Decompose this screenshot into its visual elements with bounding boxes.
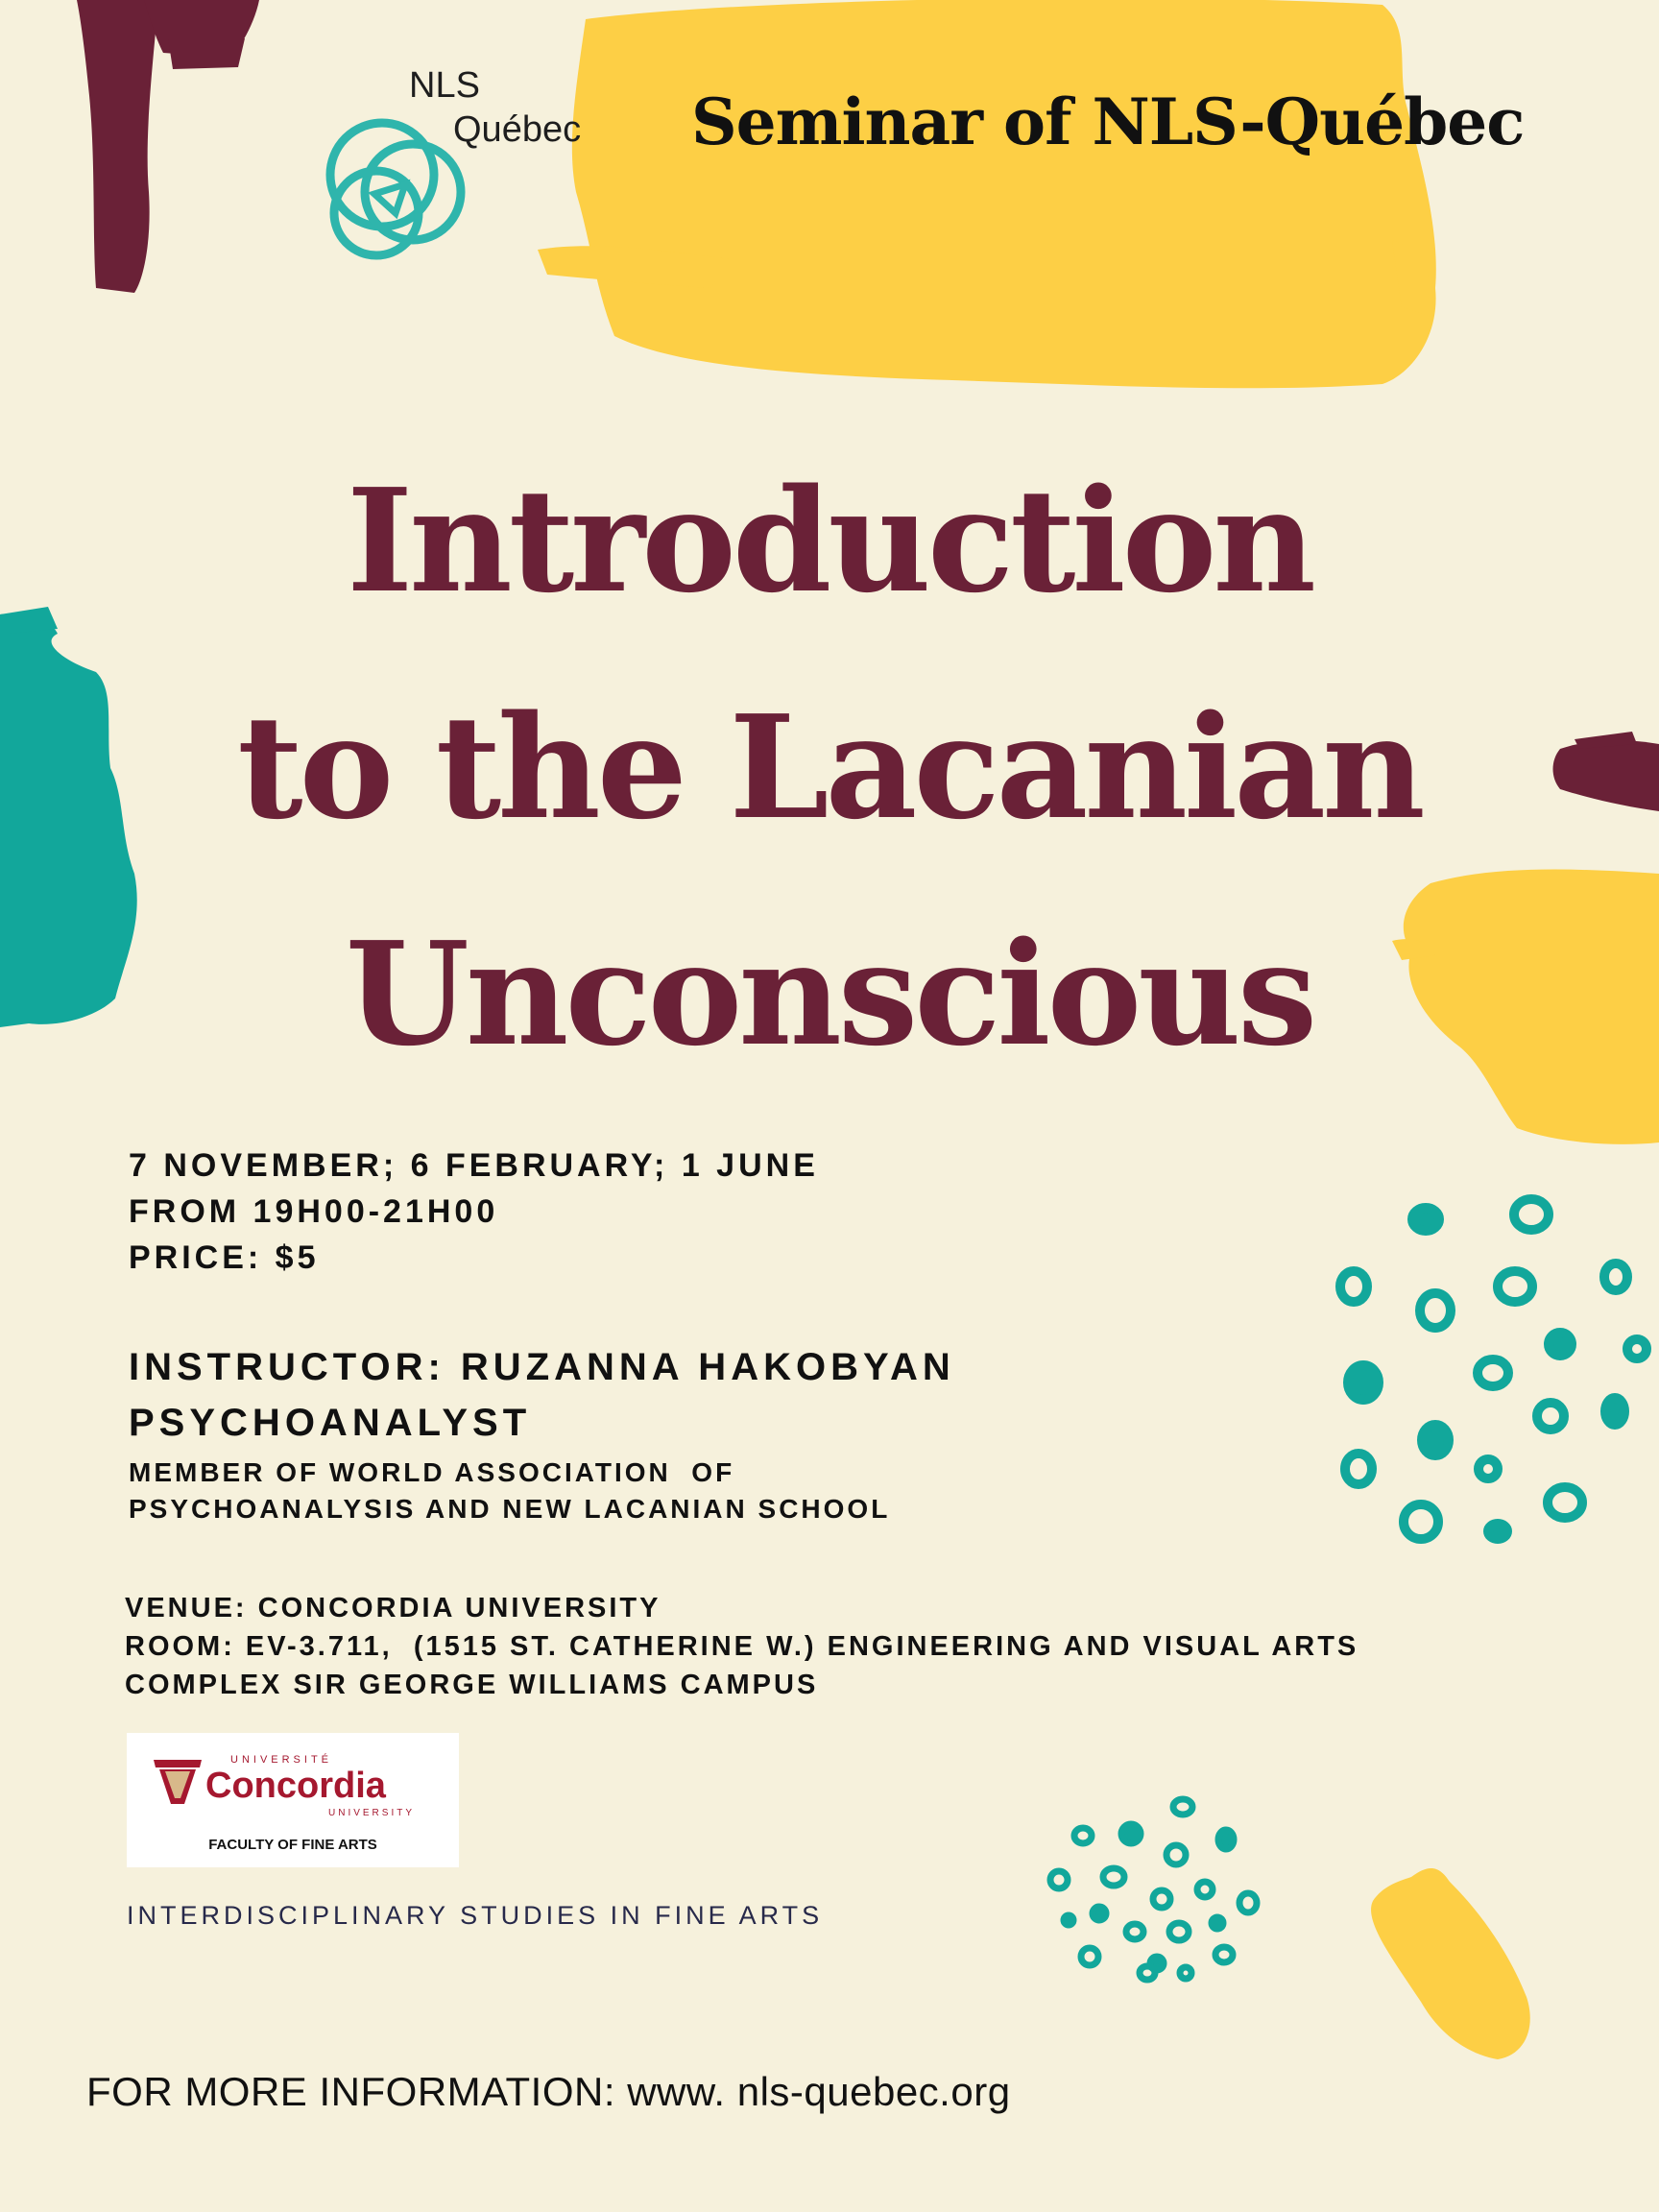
concordia-universite-text: UNIVERSITÉ — [230, 1754, 333, 1766]
membership-line-1: MEMBER OF WORLD ASSOCIATION OF — [129, 1457, 735, 1487]
venue-line-1: VENUE: CONCORDIA UNIVERSITY — [125, 1593, 661, 1623]
membership-block — [129, 1455, 890, 1527]
venue-line-2: ROOM: EV-3.711, (1515 ST. CATHERINE W.) ENGINEERING AND VISUAL ARTS — [125, 1631, 1359, 1662]
schedule-block — [129, 1142, 819, 1281]
instructor-role: PSYCHOANALYST — [129, 1402, 532, 1444]
logo-text-nls: NLS — [409, 65, 480, 106]
nls-quebec-logo — [317, 67, 605, 259]
yellow-brush-top — [572, 0, 1436, 388]
teal-dots-cluster-bottom — [1050, 1799, 1257, 1980]
main-title — [0, 427, 1659, 1107]
maroon-brush-top-left — [77, 0, 158, 293]
footer-more-info: FOR MORE INFORMATION: www. nls-quebec.org — [86, 2069, 1011, 2114]
venue-line-3: COMPLEX SIR GEORGE WILLIAMS CAMPUS — [125, 1670, 819, 1700]
teal-dots-cluster-top — [1340, 1199, 1647, 1539]
concordia-university-text: UNIVERSITY — [328, 1808, 416, 1818]
instructor-name: INSTRUCTOR: RUZANNA HAKOBYAN — [129, 1346, 955, 1388]
seminar-title: Seminar of NLS-Québec — [691, 84, 1525, 159]
title-line-1: Introduction — [347, 457, 1312, 624]
schedule-time: FROM 19H00-21H00 — [129, 1193, 499, 1230]
schedule-dates: 7 NOVEMBER; 6 FEBRUARY; 1 JUNE — [129, 1147, 819, 1184]
concordia-faculty: FACULTY OF FINE ARTS — [208, 1837, 377, 1853]
venue-block — [125, 1589, 1358, 1704]
program-name: INTERDISCIPLINARY STUDIES IN FINE ARTS — [127, 1901, 824, 1930]
title-line-3: Unconscious — [345, 910, 1314, 1077]
concordia-logo-card — [127, 1733, 459, 1867]
yellow-brush-bottom-right — [1371, 1868, 1530, 2059]
title-line-2: to the Lacanian — [237, 684, 1422, 851]
schedule-price: PRICE: $5 — [129, 1239, 320, 1276]
logo-text-quebec: Québec — [453, 109, 582, 150]
concordia-crest-icon — [152, 1754, 204, 1812]
instructor-block — [129, 1339, 955, 1451]
membership-line-2: PSYCHOANALYSIS AND NEW LACANIAN SCHOOL — [129, 1494, 891, 1524]
concordia-name: Concordia — [205, 1766, 386, 1806]
